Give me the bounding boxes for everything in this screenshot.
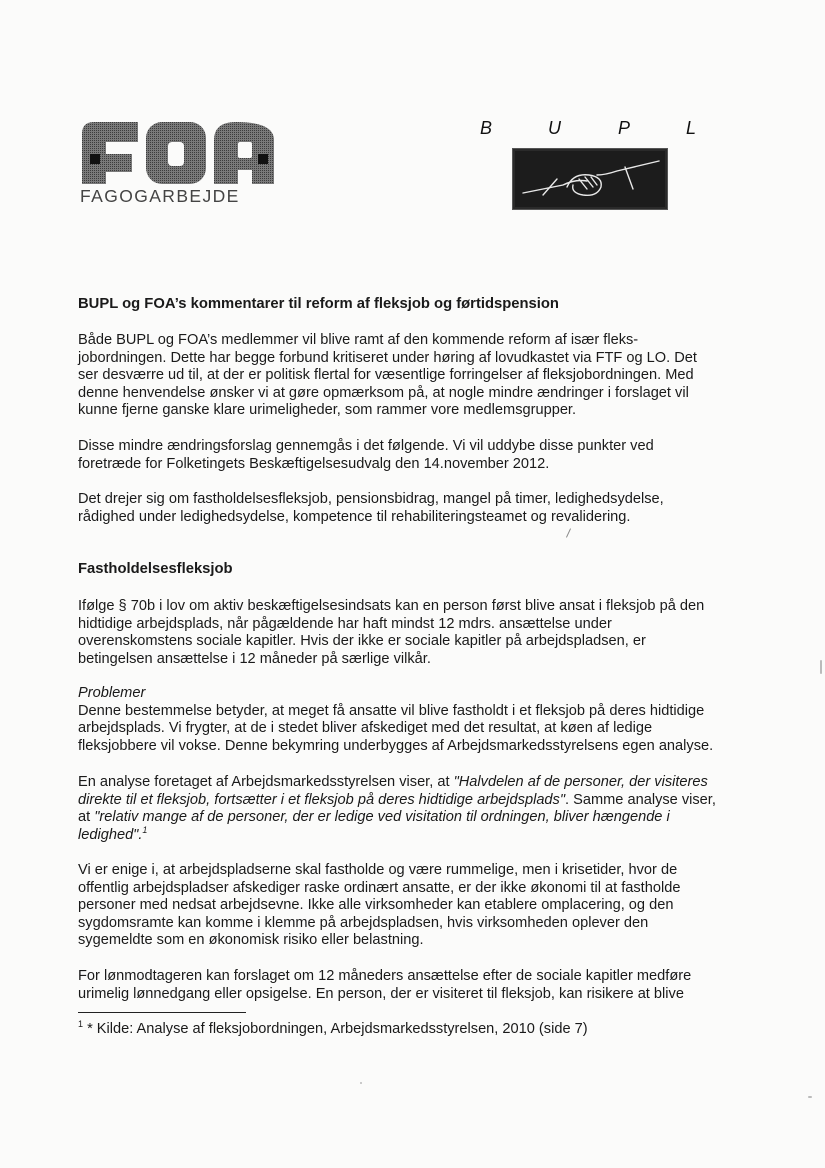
bupl-letter: B	[480, 118, 493, 138]
bupl-letter: P	[618, 118, 631, 138]
text-line: overenskomstens sociale kapitler. Hvis der ikke er sociale kapitler på arbejdspladsen, er	[78, 633, 646, 650]
text-line: Både BUPL og FOA’s medlemmer vil blive ramt af den kommende reform af især fleks-	[78, 332, 639, 348]
scan-speck	[820, 660, 822, 674]
text-line: urimelig lønnedgang eller opsigelse. En person, der er visiteret til fleksjob, kan risikere at blive	[78, 985, 684, 1002]
text-line: ser desværre ud til, at der er politisk flertal for væsentlige forringelser af fleksjobordningen. Med	[78, 367, 694, 384]
text-line: Ifølge § 70b i lov om aktiv beskæftigelsesindsats kan en person først blive ansat i fleksjob på den	[78, 598, 705, 614]
text-line	[78, 809, 750, 827]
footnote	[78, 1020, 718, 1038]
scan-speck	[566, 528, 571, 537]
quote-span: ledighed".	[78, 826, 143, 843]
text-line: betingelsen ansættelse i 12 måneder på særlige vilkår.	[78, 650, 431, 667]
text-line: For lønmodtageren kan forslaget om 12 måneders ansættelse efter de sociale kapitler medføre	[78, 968, 692, 984]
scan-speck	[808, 1096, 812, 1098]
analysis-paragraph	[78, 774, 750, 844]
text-line: Denne bestemmelse betyder, at meget få ansatte vil blive fastholdt i et fleksjob på deres hidtidige	[78, 702, 705, 719]
foa-subtitle: FAGOGARBEJDE	[80, 186, 240, 206]
text-line: offentlig arbejdspladser afskediger raske ordinært ansatte, er der ikke økonomi til at fastholde	[78, 879, 681, 896]
section-paragraph	[78, 598, 750, 668]
intro-paragraph-2	[78, 438, 750, 473]
problems-label: Problemer	[78, 685, 146, 701]
bupl-letter: L	[686, 118, 697, 138]
quote-span: direkte til et fleksjob, fortsætter i et fleksjob på deres hidtidige arbejdsplads"	[78, 791, 566, 808]
text-line: personer med nedsat arbejdsevne. Ikke alle virksomheder kan etablere omplacering, og den	[78, 897, 674, 914]
footnote-ref: 1	[142, 824, 148, 835]
text-line: Vi er enige i, at arbejdspladserne skal fastholde og være rummelige, men i krisetider, hvor de	[78, 862, 678, 878]
text-line: jobordningen. Dette har begge forbund kritiseret under høring af lovudkastet via FTF og LO. Det	[78, 349, 697, 366]
text-line	[78, 824, 750, 845]
quote-span: "relativ mange af de personer, der er ledige ved visitation til ordningen, bliver hængende i	[94, 809, 670, 826]
text-span: at	[78, 809, 95, 826]
text-line: fleksjobbere vil vokse. Denne bekymring underbygges af Arbejdsmarkedsstyrelsens egen analyse.	[78, 737, 714, 754]
intro-paragraph-3	[78, 491, 750, 526]
text-span: . Samme analyse viser,	[565, 791, 716, 808]
intro-paragraph-1	[78, 332, 750, 420]
text-line: Disse mindre ændringsforslag gennemgås i det følgende. Vi vil uddybe disse punkter ved	[78, 438, 654, 454]
text-line: sygemeldte som en økonomisk risiko eller belastning.	[78, 932, 424, 949]
bupl-letter: U	[548, 118, 561, 138]
text-line	[78, 774, 750, 792]
footnote-number: 1	[78, 1019, 84, 1030]
problems-block	[78, 685, 750, 755]
agree-paragraph	[78, 862, 750, 950]
text-line: arbejdsplads. Vi frygter, at de i stedet bliver afskediget med det resultat, at køen af ledige	[78, 720, 653, 737]
text-line: hidtidige arbejdsplads, når pågældende har haft mindst 12 mdrs. ansættelse under	[78, 615, 612, 632]
footnote-rule	[78, 1012, 246, 1013]
text-line: kunne fjerne ganske klare urimeligheder, som rammer vore medlemsgrupper.	[78, 402, 577, 419]
text-line: foretræde for Folketingets Beskæftigelsesudvalg den 14.november 2012.	[78, 455, 550, 472]
bupl-letters	[480, 118, 710, 142]
quote-span: "Halvdelen af de personer, der visiteres	[453, 774, 708, 790]
document-title: BUPL og FOA’s kommentarer til reform af fleksjob og førtidspension	[78, 296, 559, 312]
handshake-icon	[513, 149, 667, 209]
text-line: rådighed under ledighedsydelse, kompetence til rehabiliteringsteamet og revalidering.	[78, 508, 631, 525]
section-heading: Fastholdelsesfleksjob	[78, 561, 233, 577]
scan-speck	[360, 1082, 362, 1084]
bupl-logo	[512, 148, 668, 210]
last-paragraph	[78, 968, 750, 1003]
text-line: Det drejer sig om fastholdelsesfleksjob, pensionsbidrag, mangel på timer, ledighedsydelse,	[78, 491, 664, 507]
text-line	[78, 792, 750, 810]
text-span: En analyse foretaget af Arbejdsmarkedsstyrelsen viser, at	[78, 774, 454, 790]
text-line: denne henvendelse ønsker vi at gøre opmærksom på, at nogle mindre ændringer i forslaget vil	[78, 384, 689, 401]
footnote-text: * Kilde: Analyse af fleksjobordningen, Arbejdsmarkedsstyrelsen, 2010 (side 7)	[83, 1021, 588, 1037]
text-line: sygdomsramte kan komme i klemme på arbejdspladsen, hvis virksomheden oplever den	[78, 914, 649, 931]
